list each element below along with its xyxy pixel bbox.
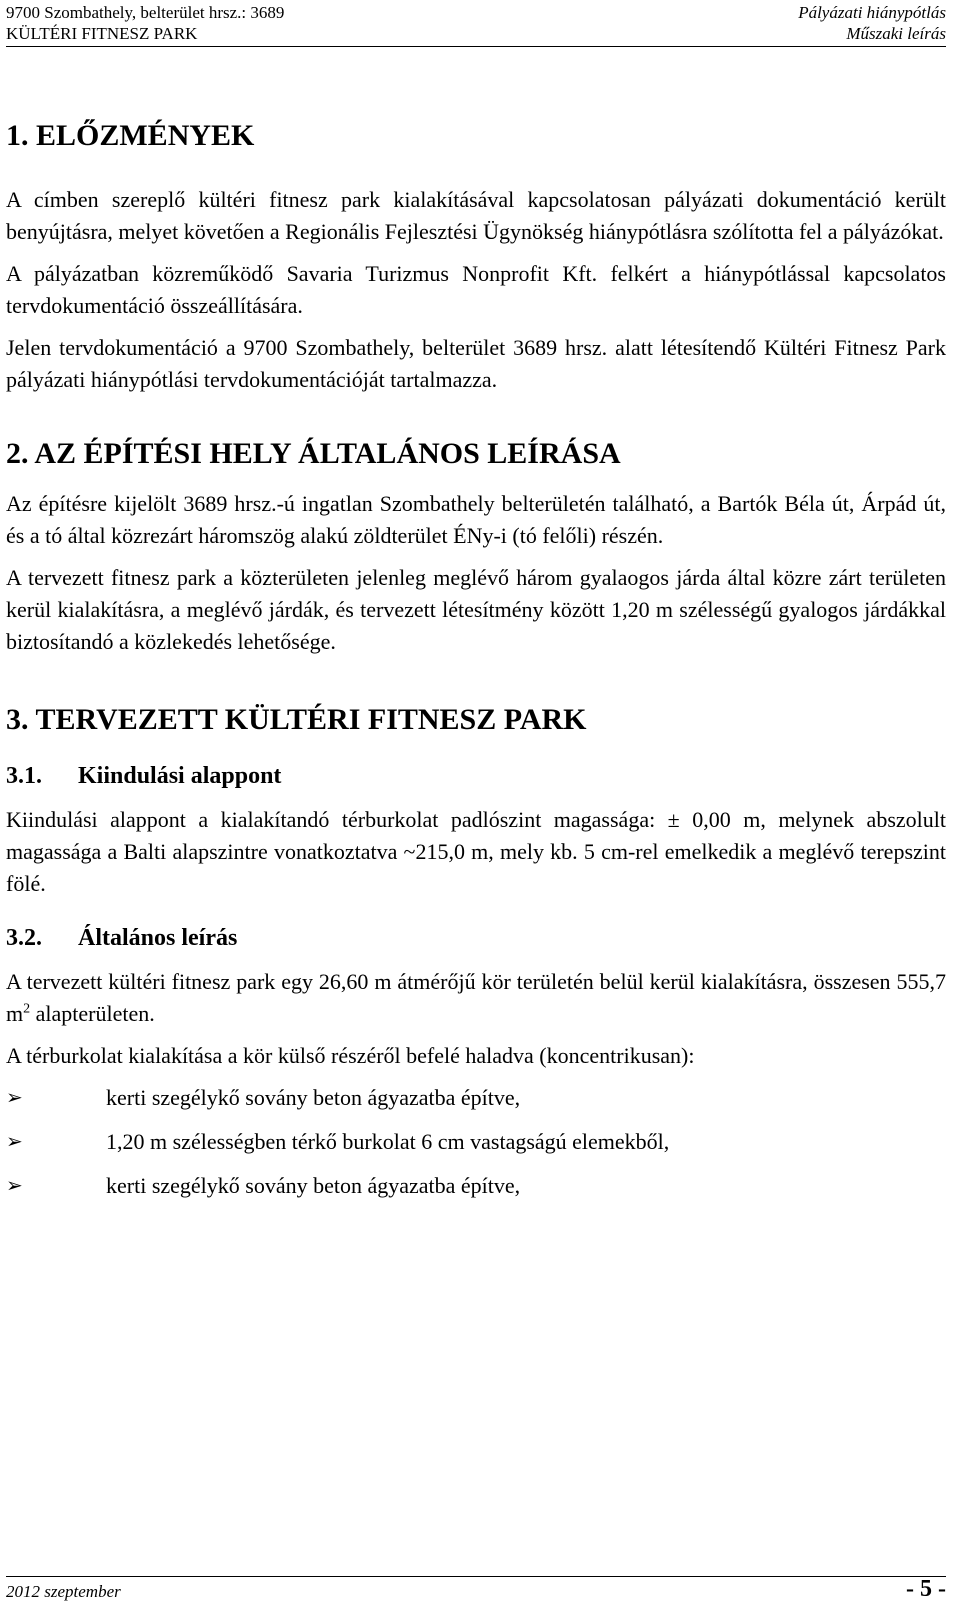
- header-left: [6, 2, 284, 44]
- section-3-title: 3. TERVEZETT KÜLTÉRI FITNESZ PARK: [6, 703, 587, 736]
- subsection-3-1-paragraph: Kiindulási alappont a kialakítandó térburkolat padlószint magassága: ± 0,00 m, melynek abszolult magassága a Balti alapszintre vonatkoztatva ~215,0 m, mely kb. 5 cm-rel emelkedik a meglévő terepszint fölé.: [6, 807, 946, 896]
- arrow-bullet-icon: ➢: [6, 1087, 23, 1109]
- section-2-paragraph-2: A tervezett fitnesz park a közterületen jelenleg meglévő három gyalaogos járda által közre zárt területen kerül kialakításra, a meglévő járdák, és tervezett létesítmény között 1,20 m szélességű gyalogos járdákkal biztosítandó a közlekedés lehetősége.: [6, 565, 946, 654]
- document-body: [6, 116, 946, 1202]
- area-text-end: alapterületen.: [30, 1001, 155, 1026]
- subsection-3-2-label: Általános leírás: [78, 925, 238, 951]
- area-unit-superscript: 2: [23, 1001, 31, 1017]
- header-doc-subtitle: Műszaki leírás: [846, 24, 946, 43]
- subsection-3-1-title: [6, 760, 946, 792]
- section-1-title: 1. ELŐZMÉNYEK: [6, 119, 255, 152]
- page-number: - 5 -: [906, 1576, 946, 1602]
- footer-date: 2012 szeptember: [6, 1582, 121, 1601]
- list-item-text: kerti szegélykő sovány beton ágyazatba építve,: [106, 1085, 521, 1110]
- area-text: A tervezett kültéri fitnesz park egy 26,60 m átmérőjű kör területén belül kerül kialakításra, összesen 555,7 m: [6, 969, 946, 1026]
- list-item-text: kerti szegélykő sovány beton ágyazatba építve,: [106, 1173, 521, 1198]
- subsection-3-2-number: 3.2.: [6, 925, 42, 951]
- subsection-3-2-title: [6, 922, 946, 954]
- header-doc-type: Pályázati hiánypótlás: [798, 3, 946, 22]
- subsection-3-2-paragraph-2: A térburkolat kialakítása a kör külső részéről befelé haladva (koncentrikusan):: [6, 1043, 695, 1068]
- header-address: 9700 Szombathely, belterület hrsz.: 3689: [6, 3, 285, 22]
- section-2-paragraph-1: Az építésre kijelölt 3689 hrsz.-ú ingatlan Szombathely belterületén található, a Bartók Béla út, Árpád út, és a tó által közrezárt háromszög alakú zöldterület ÉNy-i (tó felőli) részén.: [6, 491, 946, 548]
- list-item: [6, 1082, 946, 1114]
- subsection-3-2-paragraph-1: [6, 966, 946, 1030]
- arrow-bullet-icon: ➢: [6, 1131, 23, 1153]
- section-1-paragraph-3: Jelen tervdokumentáció a 9700 Szombathely, belterület 3689 hrsz. alatt létesítendő Kültéri Fitnesz Park pályázati hiánypótlási tervdokumentációját tartalmazza.: [6, 335, 946, 392]
- list-item: [6, 1126, 946, 1158]
- arrow-bullet-icon: ➢: [6, 1175, 23, 1197]
- section-1-paragraph-1: A címben szereplő kültéri fitnesz park kialakításával kapcsolatosan pályázati dokumentáció került benyújtásra, melyet követően a Regionális Fejlesztési Ügynökség hiánypótlásra szólította fel a pályázókat.: [6, 187, 946, 244]
- paving-layer-list: [6, 1082, 946, 1202]
- section-2-title: 2. AZ ÉPÍTÉSI HELY ÁLTALÁNOS LEÍRÁSA: [6, 437, 621, 470]
- subsection-3-1-label: Kiindulási alappont: [78, 763, 282, 789]
- list-item: [6, 1170, 946, 1202]
- header-project: KÜLTÉRI FITNESZ PARK: [6, 24, 198, 43]
- subsection-3-1-number: 3.1.: [6, 763, 42, 789]
- section-1-paragraph-2: A pályázatban közreműködő Savaria Turizmus Nonprofit Kft. felkért a hiánypótlással kapcsolatos tervdokumentáció összeállítására.: [6, 261, 946, 318]
- header-right: [798, 2, 946, 44]
- footer-divider: [6, 1576, 946, 1577]
- list-item-text: 1,20 m szélességben térkő burkolat 6 cm vastagságú elemekből,: [106, 1129, 670, 1154]
- header-divider: [6, 46, 946, 47]
